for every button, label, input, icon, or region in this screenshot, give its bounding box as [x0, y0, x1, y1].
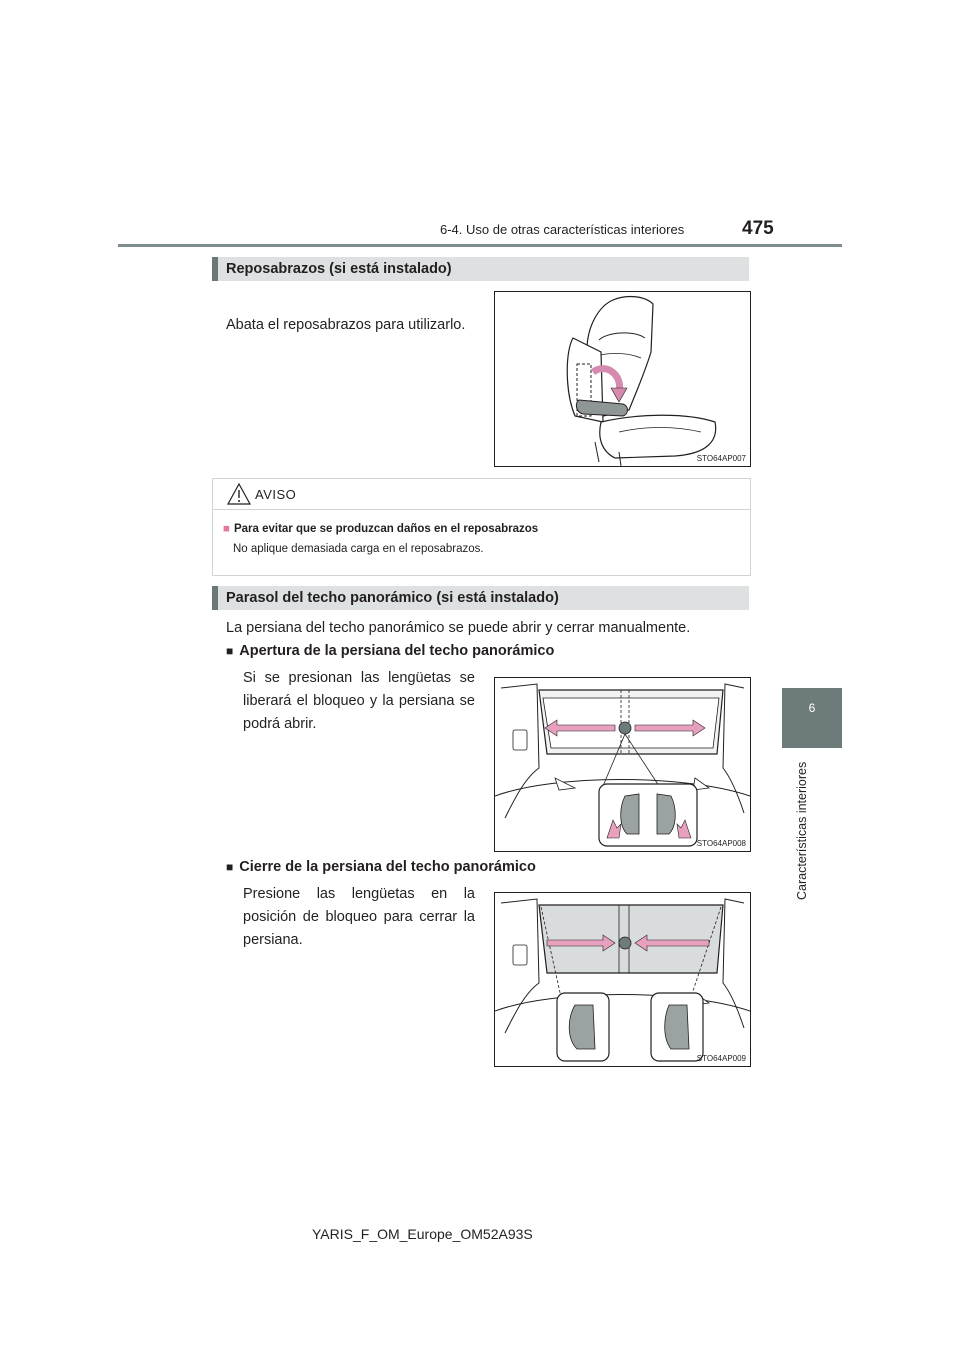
pink-square-bullet: ■: [223, 523, 230, 535]
open-instruction: Si se presionan las lengüetas se liberará el bloqueo y la persiana se podrá abrir.: [243, 670, 475, 732]
open-heading-text: Apertura de la persiana del techo panorámico: [239, 643, 555, 659]
section-heading-text: Parasol del techo panorámico (si está instalado): [226, 590, 559, 606]
warning-title: AVISO: [255, 487, 297, 502]
gray-square-bullet: ■: [226, 644, 234, 658]
figure-code: STO64AP009: [696, 1054, 746, 1063]
warning-box: [212, 478, 751, 576]
sunshade-open-illustration: [495, 678, 750, 851]
running-header-section: 6-4. Uso de otras características interiores: [440, 222, 685, 237]
warning-header: [213, 479, 750, 510]
armrest-figure: [494, 291, 751, 467]
section-heading-reposabrazos: [212, 257, 749, 281]
open-heading: [226, 643, 554, 659]
gray-square-bullet: ■: [226, 860, 234, 874]
sunshade-close-figure: [494, 892, 751, 1067]
warning-item-title-text: Para evitar que se produzcan daños en el reposabrazos: [233, 523, 539, 535]
figure-code: STO64AP007: [696, 454, 746, 463]
footer-doc-id: YARIS_F_OM_Europe_OM52A93S: [312, 1226, 533, 1242]
figure-code: STO64AP008: [696, 839, 746, 848]
sunshade-intro: La persiana del techo panorámico se puede abrir y cerrar manualmente.: [226, 620, 691, 636]
page-number: 475: [742, 218, 774, 239]
warning-item-text: No aplique demasiada carga en el reposabrazos.: [233, 543, 484, 555]
armrest-instruction: Abata el reposabrazos para utilizarlo.: [226, 317, 466, 333]
close-heading-text: Cierre de la persiana del techo panorámico: [239, 859, 536, 875]
chapter-tab-label-wrap: [795, 761, 809, 900]
section-heading-parasol: [212, 586, 749, 610]
seat-armrest-illustration: [495, 292, 750, 466]
warning-item-title: [223, 523, 538, 535]
warning-triangle-icon: [227, 483, 251, 505]
close-heading: [226, 859, 536, 875]
section-heading-text: Reposabrazos (si está instalado): [226, 261, 452, 277]
section-heading-marker: [212, 257, 218, 281]
header-divider: [118, 244, 842, 247]
close-instruction: Presione las lengüetas en la posición de bloqueo para cerrar la persiana.: [243, 886, 475, 948]
sunshade-close-illustration: [495, 893, 750, 1066]
sunshade-open-figure: [494, 677, 751, 852]
chapter-tab: 6: [782, 688, 842, 748]
chapter-tab-label: Características interiores: [795, 761, 809, 900]
section-heading-marker: [212, 586, 218, 610]
